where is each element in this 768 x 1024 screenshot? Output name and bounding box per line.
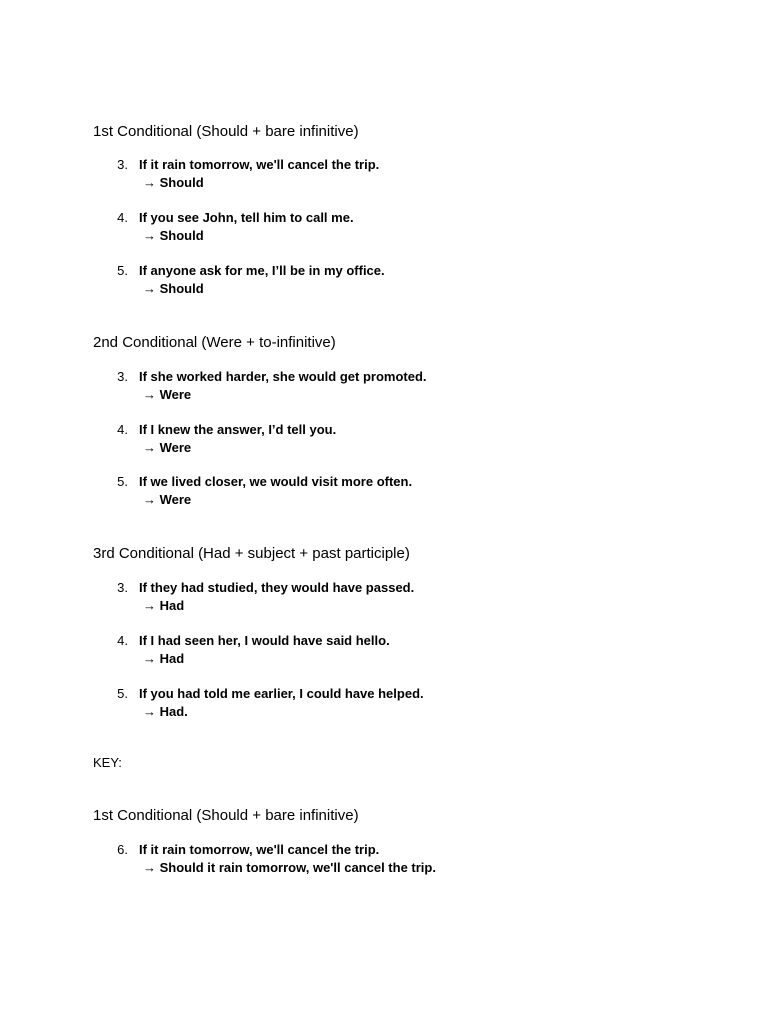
item-sentence: If anyone ask for me, I’ll be in my office. — [139, 263, 385, 278]
item-sentence: If I had seen her, I would have said hello. — [139, 633, 390, 648]
item-answer: → Were — [143, 387, 192, 402]
item-answer: → Had — [143, 651, 185, 666]
key-section-heading: 1st Conditional (Should + bare infinitive) — [93, 807, 359, 824]
item-sentence: If we lived closer, we would visit more often. — [139, 474, 413, 489]
item-answer: → Should — [143, 175, 204, 190]
item-number: 4. — [117, 210, 128, 225]
item-number: 3. — [117, 157, 128, 172]
item-answer: → Were — [143, 492, 192, 507]
item-answer: → Had — [143, 598, 185, 613]
item-number: 4. — [117, 633, 128, 648]
section-heading-2nd-conditional: 2nd Conditional (Were + to-infinitive) — [93, 334, 336, 351]
item-sentence: If it rain tomorrow, we'll cancel the trip. — [139, 157, 380, 172]
item-answer: → Had. — [143, 704, 188, 719]
item-answer: → Should — [143, 228, 204, 243]
item-sentence: If they had studied, they would have passed. — [139, 580, 415, 595]
item-number: 4. — [117, 422, 128, 437]
item-answer: → Should — [143, 281, 204, 296]
key-label: KEY: — [93, 755, 122, 770]
item-number: 3. — [117, 369, 128, 384]
item-sentence: If I knew the answer, I’d tell you. — [139, 422, 337, 437]
item-sentence: If you had told me earlier, I could have helped. — [139, 686, 424, 701]
item-number: 5. — [117, 686, 128, 701]
item-number: 6. — [117, 842, 128, 857]
item-number: 3. — [117, 580, 128, 595]
item-answer: → Were — [143, 440, 192, 455]
section-heading-1st-conditional: 1st Conditional (Should + bare infinitive) — [93, 123, 359, 140]
section-heading-3rd-conditional: 3rd Conditional (Had + subject + past participle) — [93, 545, 410, 562]
item-number: 5. — [117, 474, 128, 489]
item-answer: → Should it rain tomorrow, we'll cancel the trip. — [143, 860, 436, 875]
item-sentence: If you see John, tell him to call me. — [139, 210, 354, 225]
item-sentence: If it rain tomorrow, we'll cancel the trip. — [139, 842, 380, 857]
item-sentence: If she worked harder, she would get promoted. — [139, 369, 427, 384]
item-number: 5. — [117, 263, 128, 278]
